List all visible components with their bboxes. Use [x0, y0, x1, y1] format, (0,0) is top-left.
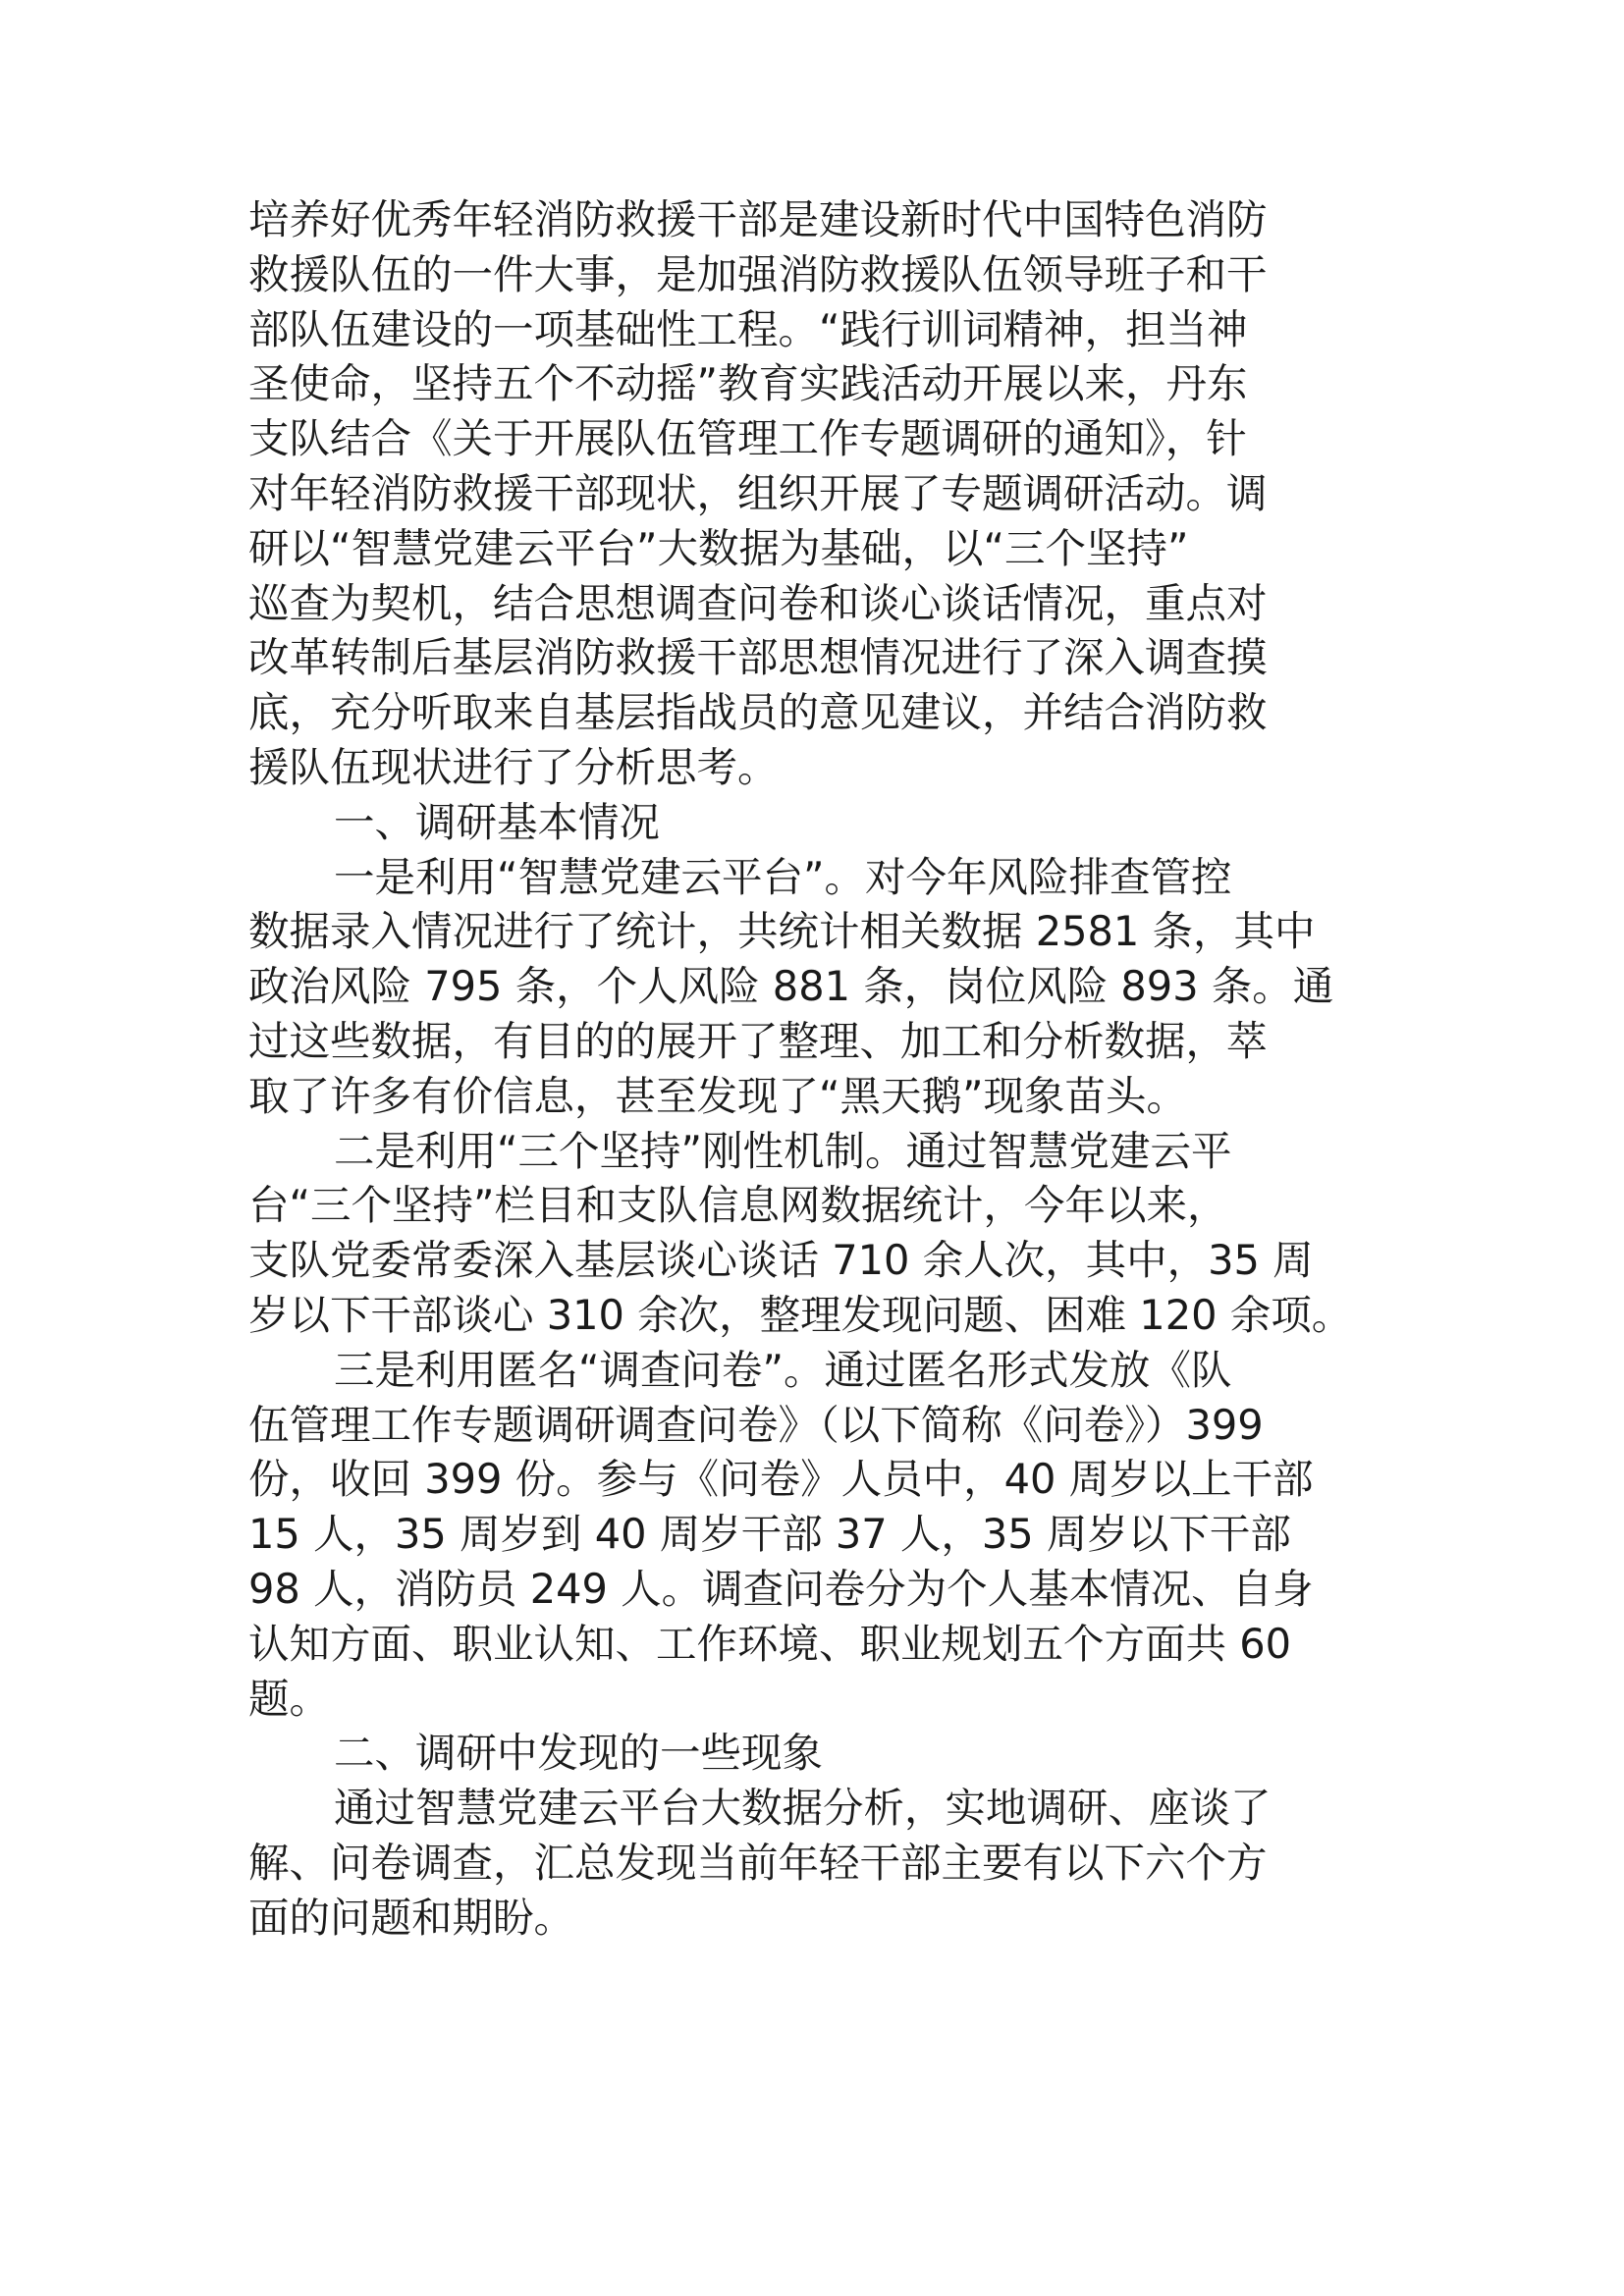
- text-line: 三是利用匿名“调查问卷”。通过匿名形式发放《队: [334, 1345, 1232, 1394]
- text-line: 98 人，消防员 249 人。调查问卷分为个人基本情况、自身: [248, 1564, 1314, 1613]
- section-heading-2: 二、调研中发现的一些现象: [334, 1729, 824, 1778]
- text-line: 二是利用“三个坚持”刚性机制。通过智慧党建云平: [334, 1126, 1232, 1175]
- text-line: 题。: [248, 1674, 331, 1723]
- text-line: 巡查为契机，结合思想调查问卷和谈心谈话情况，重点对: [248, 578, 1268, 627]
- text-line: 支队结合《关于开展队伍管理工作专题调研的通知》，针: [248, 414, 1247, 463]
- text-line: 一是利用“智慧党建云平台”。对今年风险排查管控: [334, 852, 1232, 901]
- text-line: 份，收回 399 份。参与《问卷》人员中，40 周岁以上干部: [248, 1455, 1314, 1504]
- text-line: 岁以下干部谈心 310 余次，整理发现问题、困难 120 余项。: [248, 1290, 1353, 1339]
- text-line: 伍管理工作专题调研调查问卷》（以下简称《问卷》）399: [248, 1400, 1264, 1449]
- text-line: 培养好优秀年轻消防救援干部是建设新时代中国特色消防: [248, 195, 1268, 243]
- text-line: 过这些数据，有目的的展开了整理、加工和分析数据，萃: [248, 1016, 1268, 1065]
- text-line: 研以“智慧党建云平台”大数据为基础，以“三个坚持”: [248, 523, 1189, 572]
- text-line: 取了许多有价信息，甚至发现了“黑天鹅”现象苗头。: [248, 1071, 1188, 1120]
- text-line: 对年轻消防救援干部现状，组织开展了专题调研活动。调: [248, 468, 1268, 517]
- text-line: 圣使命，坚持五个不动摇”教育实践活动开展以来，丹东: [248, 359, 1248, 408]
- text-line: 底，充分听取来自基层指战员的意见建议，并结合消防救: [248, 688, 1268, 737]
- section-heading-1: 一、调研基本情况: [334, 797, 661, 846]
- text-line: 解、问卷调查，汇总发现当前年轻干部主要有以下六个方: [248, 1838, 1268, 1887]
- text-line: 援队伍现状进行了分析思考。: [248, 742, 779, 791]
- text-line: 救援队伍的一件大事，是加强消防救援队伍领导班子和干: [248, 249, 1268, 298]
- text-line: 通过智慧党建云平台大数据分析，实地调研、座谈了: [334, 1784, 1272, 1833]
- text-line: 支队党委常委深入基层谈心谈话 710 余人次，其中，35 周: [248, 1236, 1314, 1285]
- text-line: 改革转制后基层消防救援干部思想情况进行了深入调查摸: [248, 633, 1268, 682]
- document-body: [248, 192, 1387, 1946]
- text-line: 15 人，35 周岁到 40 周岁干部 37 人，35 周岁以下干部: [248, 1510, 1291, 1559]
- text-line: 政治风险 795 条，个人风险 881 条，岗位风险 893 条。通: [248, 962, 1334, 1011]
- text-line: 认知方面、职业认知、工作环境、职业规划五个方面共 60: [248, 1619, 1292, 1668]
- text-line: 台“三个坚持”栏目和支队信息网数据统计，今年以来，: [248, 1181, 1228, 1230]
- text-line: 数据录入情况进行了统计，共统计相关数据 2581 条，其中: [248, 907, 1316, 956]
- text-line: 部队伍建设的一项基础性工程。“践行训词精神，担当神: [248, 304, 1248, 353]
- text-line: 面的问题和期盼。: [248, 1893, 575, 1942]
